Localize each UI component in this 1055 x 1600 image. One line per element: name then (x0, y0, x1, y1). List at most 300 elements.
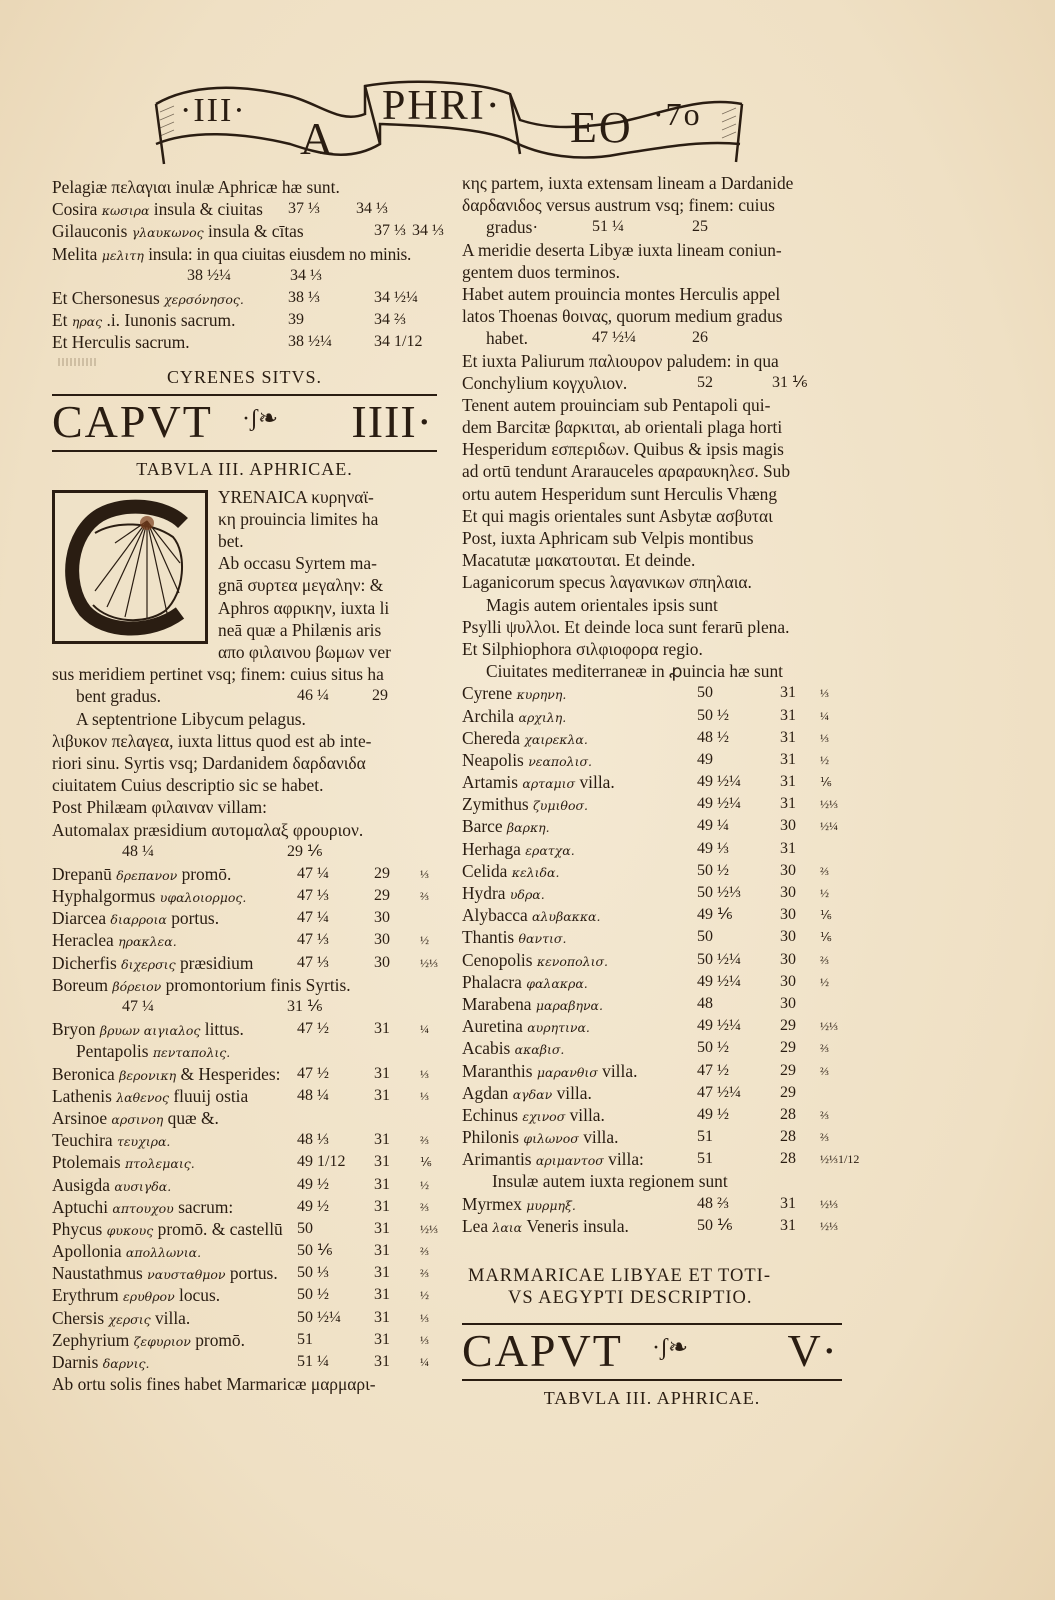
greek-name: κελιδα. (511, 864, 560, 880)
latitude: 30 (780, 817, 796, 835)
place-desc: locus. (179, 1285, 221, 1306)
latitude-fraction: ⅔ (820, 952, 829, 967)
longitude: 47 ¼ (297, 864, 329, 882)
place-name: Boreum (52, 974, 109, 995)
latitude: 31 (780, 706, 796, 724)
latitude: 31 (374, 1086, 390, 1104)
table-row (52, 929, 437, 951)
text-line (462, 327, 842, 349)
place-desc: præsidium (179, 952, 254, 973)
table-row (462, 1126, 842, 1148)
table-row (52, 907, 437, 929)
latitude: 34 ⅓ (356, 200, 388, 218)
latitude: 29 (374, 887, 390, 905)
text-line (462, 216, 842, 238)
greek-name: βερονικη (119, 1067, 177, 1083)
longitude: 50 ½ (697, 706, 729, 724)
table-row (52, 1040, 437, 1062)
latitude: 34 1/12 (374, 333, 423, 351)
greek-name: κωσιρα (101, 203, 150, 219)
text-line: απο φιλαινου βωμων ver (218, 642, 391, 663)
place-desc: promō. (195, 1329, 245, 1350)
latitude-fraction: ⅔ (820, 1107, 829, 1122)
latitude-fraction: ⅓ (820, 686, 829, 701)
greek-name: αυσιγδα. (114, 1178, 172, 1194)
latitude-fraction: ⅔ (820, 1130, 829, 1145)
table-row (52, 1218, 437, 1240)
longitude: 47 ¼ (297, 909, 329, 927)
latitude: 26 (692, 329, 708, 347)
greek-name: μαραβηνα. (535, 997, 603, 1013)
latitude: 31 (374, 1131, 390, 1149)
latitude: 31 (374, 1175, 390, 1193)
text-line: Ab occasu Syrtem ma- (218, 553, 377, 574)
place-name: Ptolemais (52, 1152, 121, 1173)
longitude: 49 1/12 (297, 1153, 346, 1171)
place-name: Zymithus (462, 794, 529, 815)
latitude: 30 (780, 950, 796, 968)
table-row (52, 1174, 437, 1196)
greek-name: αυρητινα. (527, 1020, 590, 1036)
place-name: Arimantis (462, 1149, 532, 1170)
latitude-fraction: ½ (420, 1177, 429, 1192)
chapter-heading (52, 394, 437, 452)
table-row (52, 1085, 437, 1107)
longitude: 51 ¼ (297, 1353, 329, 1371)
table-row (52, 287, 437, 309)
latitude-fraction: ⅙ (420, 1155, 432, 1170)
text-line (462, 372, 842, 394)
latitude: 30 (780, 861, 796, 879)
table-row (462, 1193, 842, 1215)
greek-name: φυκους (106, 1222, 154, 1238)
place-name: Pentapolis (76, 1041, 149, 1062)
longitude: 49 ½¼ (697, 795, 741, 813)
place-desc: insula & ciuitas (153, 199, 263, 220)
place-name: Alybacca (462, 905, 528, 926)
table-row (52, 1284, 437, 1306)
place-name: Melita (52, 243, 98, 264)
text-line (462, 194, 842, 216)
text-line (462, 616, 842, 638)
place-desc: & Hesperides: (180, 1063, 281, 1084)
latitude: 31 (374, 1308, 390, 1326)
text-content: δαρδανιδος versus austrum vsq; finem: cuius (462, 195, 775, 216)
text-line: Aphros αφρικην, iuxta li (218, 597, 390, 618)
place-name: Et Herculis sacrum. (52, 332, 190, 353)
longitude: 50 (697, 684, 713, 702)
latitude: 31 (780, 839, 796, 857)
latitude: 31 (780, 773, 796, 791)
chapter-heading (462, 1323, 842, 1381)
caput-word: CAPVT (52, 395, 213, 447)
table-row (52, 974, 437, 996)
greek-name: λαθενος (116, 1089, 169, 1105)
fleuron-icon: ·ʃ❧ (242, 405, 279, 432)
greek-name: αριμαντοσ (535, 1153, 604, 1169)
text-content: dem Barcitæ βαρκιται, ab orientali plaga horti (462, 417, 783, 438)
greek-name: ζεφυριον (133, 1333, 191, 1349)
place-desc: portus. (229, 1263, 278, 1284)
text-line (52, 663, 437, 685)
place-name: Auretina (462, 1016, 523, 1037)
longitude: 49 ½¼ (697, 1017, 741, 1035)
greek-name: αρταμισ (522, 776, 576, 792)
table-row (462, 971, 842, 993)
greek-name: βαρκη. (506, 820, 550, 836)
latitude: 31 (374, 1020, 390, 1038)
table-row (462, 1060, 842, 1082)
latitude: 31 (374, 1353, 390, 1371)
longitude: 49 ½ (697, 1105, 729, 1123)
greek-name: ακαβισ. (514, 1042, 565, 1058)
latitude-fraction: ½⅓ (820, 797, 838, 812)
table-row (52, 1329, 437, 1351)
text-line (52, 796, 437, 818)
longitude: 48 ¼ (122, 842, 154, 860)
place-name: Heraclea (52, 930, 114, 951)
text-line (52, 819, 437, 841)
greek-name: δρεπανον (116, 867, 178, 883)
text-line (462, 394, 842, 416)
table-row (462, 838, 842, 860)
latitude-fraction: ½⅓1/12 (820, 1152, 860, 1167)
text-content: Magis autem orientales ipsis sunt (486, 594, 718, 615)
latitude: 31 (780, 750, 796, 768)
longitude: 49 (697, 750, 713, 768)
greek-name: νεαπολισ. (528, 753, 593, 769)
longitude: 50 ⅙ (297, 1242, 333, 1260)
table-row (52, 309, 437, 331)
place-name: Apollonia (52, 1241, 122, 1262)
greek-name: ηρας (71, 314, 103, 330)
latitude-fraction: ½⅓ (820, 1196, 838, 1211)
place-name: Chersis (52, 1307, 105, 1328)
table-row (462, 904, 842, 926)
place-desc: promō. (181, 863, 232, 884)
text-content: ortu autem Hesperidum sunt Herculis Vhæng (462, 483, 778, 504)
greek-name: κυρηνη. (516, 687, 567, 703)
latitude: 31 (374, 1219, 390, 1237)
longitude: 47 ¼ (122, 998, 154, 1016)
latitude-fraction: ⅓ (420, 1310, 429, 1325)
greek-name: αρσινοη (111, 1111, 164, 1127)
text-line (52, 752, 437, 774)
latitude: 29 (780, 1061, 796, 1079)
greek-name: αρχιλη. (518, 709, 567, 725)
latitude-fraction: ½ (420, 1288, 429, 1303)
section-title: CYRENES SITVS. (166, 366, 323, 387)
text-line (462, 594, 842, 616)
place-name: Thantis (462, 927, 515, 948)
latitude-fraction: ⅔ (420, 1244, 429, 1259)
place-name: Darnis (52, 1352, 99, 1373)
table-row (462, 860, 842, 882)
text-line (462, 172, 842, 194)
place-name: Cenopolis (462, 949, 533, 970)
place-name: Myrmex (462, 1193, 522, 1214)
greek-name: ερυθρον (123, 1289, 175, 1305)
table-row (52, 1063, 437, 1085)
place-desc: insula & cītas (208, 221, 304, 242)
greek-name: χερσόνησος. (164, 291, 244, 307)
table-row (52, 1262, 437, 1284)
text-content: Habet autem prouincia montes Herculis appel (462, 283, 781, 304)
header-banner (150, 74, 750, 166)
latitude: 30 (780, 972, 796, 990)
place-name: Herhaga (462, 838, 521, 859)
longitude: 38 ½¼ (187, 266, 231, 284)
longitude: 50 ½¼ (697, 950, 741, 968)
text-content: Ciuitates mediterraneæ in ꝓuincia hæ sunt (486, 661, 783, 682)
latitude: 31 (374, 1197, 390, 1215)
latitude: 30 (780, 884, 796, 901)
text-content: Macatutæ μακατουται. Et deinde. (462, 550, 696, 571)
latitude-fraction: ½⅓ (420, 955, 438, 970)
latitude: 29 (780, 1083, 796, 1101)
greek-name: γλαυκωνος (131, 225, 204, 241)
text-line (462, 283, 842, 305)
latitude: 31 (374, 1264, 390, 1282)
table-row (52, 1107, 437, 1129)
text-content: habet. (486, 328, 529, 349)
text-line (52, 708, 437, 730)
text-line (52, 841, 437, 863)
place-name: Diarcea (52, 908, 107, 929)
place-desc: littus. (204, 1019, 244, 1040)
text-line (462, 261, 842, 283)
latitude-fraction: ⅙ (820, 775, 832, 790)
left-column (52, 176, 444, 1395)
table-row (52, 1240, 437, 1262)
greek-name: αλυβακκα. (532, 909, 601, 925)
greek-name: βόρειον (112, 978, 162, 994)
greek-name: ερατχα. (525, 842, 575, 858)
banner-segment: PHRI· (382, 83, 502, 129)
longitude: 49 ⅓ (697, 839, 729, 857)
longitude: 49 ¼ (697, 817, 729, 835)
latitude: 30 (780, 928, 796, 946)
latitude-fraction: ⅓ (820, 730, 829, 745)
table-row (52, 331, 437, 353)
place-desc: sacrum: (178, 1196, 234, 1217)
latitude-fraction: ½¼ (820, 819, 838, 834)
longitude: 37 ⅓ (288, 200, 320, 218)
intro-line: Pelagiæ πελαγιαι inulæ Aphricæ hæ sunt. (52, 177, 340, 197)
section-title-2: VS AEGYPTI DESCRIPTIO. (508, 1288, 753, 1308)
greek-name: μαρανθισ (536, 1064, 598, 1080)
text-line: neā quæ a Philænis aris (218, 619, 382, 640)
table-row (52, 198, 437, 220)
latitude: 30 (780, 906, 796, 924)
place-name: Zephyrium (52, 1329, 130, 1350)
longitude: 50 (297, 1219, 313, 1237)
table-row (462, 749, 842, 771)
text-line: YRENAICA κυρηναϊ- (218, 486, 374, 507)
place-name: Ausigda (52, 1174, 110, 1195)
latitude-fraction: ⅓ (420, 866, 429, 881)
place-name: Lathenis (52, 1085, 112, 1106)
place-name: Arsinoe (52, 1107, 108, 1128)
text-content: sus meridiem pertinet vsq; finem: cuius situs ha (52, 664, 384, 685)
longitude: 49 ½¼ (697, 773, 741, 791)
text-content: riori sinu. Syrtis vsq; Dardanidem δαρδανιδα (52, 752, 366, 773)
text-line (52, 774, 437, 796)
greek-name: ηρακλεα. (118, 934, 177, 950)
text-content: Hesperidum εσπεριδων. Quibus & ipsis magis (462, 439, 784, 460)
latitude-fraction: ⅔ (420, 1133, 429, 1148)
latitude: 31 (374, 1153, 390, 1171)
latitude: 31 ⅙ (287, 998, 323, 1016)
table-row (462, 1015, 842, 1037)
place-desc: villa. (602, 1060, 638, 1081)
longitude: 47 ⅓ (297, 931, 329, 949)
longitude: 37 ⅓ (374, 222, 406, 240)
banner-segment: EO (570, 103, 633, 152)
table-row (52, 1307, 437, 1329)
longitude: 50 ½ (297, 1286, 329, 1304)
place-name: Chereda (462, 727, 520, 748)
greek-name: πενταπολις. (152, 1045, 231, 1061)
chapter-number: IIII· (351, 395, 433, 447)
latitude: 29 (780, 1039, 796, 1057)
place-desc: villa. (556, 1082, 592, 1103)
place-name: Hyphalgormus (52, 886, 156, 907)
place-name: Et Chersonesus (52, 287, 160, 308)
longitude: 50 ½ (697, 1039, 729, 1057)
folio-number: ·7o (653, 96, 702, 132)
latitude: 34 ⅓ (412, 222, 444, 240)
longitude: 50 ⅓ (297, 1264, 329, 1282)
greek-name: διχερσις (121, 956, 176, 972)
latitude: 31 (374, 1330, 390, 1348)
longitude: 48 ⅔ (697, 1194, 729, 1212)
text-content: Conchylium κογχυλιον. (462, 372, 628, 393)
place-desc: insula: in qua ciuitas eiusdem no minis. (148, 243, 412, 264)
longitude: 50 ½¼ (297, 1308, 341, 1326)
table-row (52, 1196, 437, 1218)
place-name: Hydra (462, 883, 506, 903)
place-name: Acabis (462, 1038, 511, 1059)
text-content: Tenent autem prouinciam sub Pentapoli qui- (462, 394, 771, 415)
longitude: 47 ⅓ (297, 887, 329, 905)
text-line (462, 549, 842, 571)
text-content: Psylli ψυλλοι. Et deinde loca sunt ferarū plena. (462, 616, 790, 637)
place-name: Celida (462, 860, 508, 881)
latitude-fraction: ⅓ (420, 1332, 429, 1347)
latitude-fraction: ½⅓ (420, 1221, 438, 1236)
latitude-fraction: ⅔ (820, 1063, 829, 1078)
latitude-fraction: ⅙ (820, 930, 832, 945)
latitude: 34 ⅓ (290, 266, 322, 284)
place-name: Dicherfis (52, 952, 117, 973)
text-content: Post, iuxta Aphricam sub Velpis montibus (462, 528, 754, 548)
longitude: 52 (697, 373, 713, 391)
longitude: 48 ¼ (297, 1086, 329, 1104)
greek-name: λαια (492, 1219, 523, 1235)
latitude: 31 (374, 1286, 390, 1304)
table-row (462, 793, 842, 815)
latitude: 28 (780, 1128, 796, 1146)
closing-line: Ab ortu solis fines habet Marmaricæ μαρμαρι- (52, 1374, 376, 1395)
text-content: Post Philæam φιλαιναν villam: (52, 797, 267, 818)
greek-name: διαρροια (110, 912, 167, 928)
place-desc: fluuij ostia (173, 1085, 249, 1106)
place-name: Drepanū (52, 863, 112, 884)
text-content: Automalax præsidium αυτομαλαξ φρουριον. (52, 819, 364, 840)
latitude: 30 (374, 909, 390, 927)
latitude-fraction: ¼ (820, 708, 829, 723)
latitude-fraction: ⅔ (420, 1266, 429, 1281)
table-row (462, 1082, 842, 1104)
banner-segment: A (300, 113, 336, 164)
latitude-fraction: ⅔ (820, 863, 829, 878)
longitude: 47 ⅓ (297, 953, 329, 971)
greek-name: εχινοσ (522, 1108, 566, 1124)
greek-name: απολλωνια. (125, 1245, 202, 1261)
place-name: Cyrene (462, 683, 513, 704)
place-name: Barce (462, 816, 503, 837)
greek-name: ναυσταθμον (147, 1267, 226, 1283)
text-line (52, 685, 437, 707)
table-row (462, 1104, 842, 1126)
latitude: 34 ½¼ (374, 288, 418, 306)
text-line (462, 350, 842, 372)
longitude: 50 (697, 928, 713, 946)
place-desc: .i. Iunonis sacrum. (106, 310, 236, 331)
text-line: gnā συρτεα μεγαλην: & (218, 575, 384, 596)
caput-word: CAPVT (462, 1325, 623, 1376)
table-row (52, 265, 437, 287)
longitude: 50 ½⅓ (697, 884, 741, 901)
table-row (52, 996, 437, 1018)
latitude: 29 (780, 1017, 796, 1035)
place-name: Lea (462, 1215, 489, 1236)
place-name: Artamis (462, 772, 519, 793)
place-desc: quæ &. (167, 1107, 219, 1128)
latitude: 31 (374, 1064, 390, 1082)
latitude-fraction: ½⅓ (820, 1218, 838, 1233)
islands-intro: Insulæ autem iuxta regionem sunt (492, 1171, 728, 1192)
longitude: 38 ⅓ (288, 288, 320, 306)
place-desc: promontorium finis Syrtis. (165, 974, 351, 995)
latitude-fraction: ⅓ (420, 1066, 429, 1081)
latitude: 34 ⅔ (374, 311, 406, 329)
longitude: 49 ⅙ (697, 906, 733, 924)
banner-segment: ·III· (180, 92, 247, 129)
longitude: 50 ⅙ (697, 1216, 733, 1234)
text-line (462, 660, 842, 682)
tabula-heading: TABVLA III. APHRICAE. (136, 458, 353, 479)
text-content: κης partem, iuxta extensam lineam a Dardanide (462, 173, 794, 193)
greek-name: κενοπολισ. (536, 953, 608, 969)
longitude: 49 ½¼ (697, 972, 741, 990)
place-name: Phycus (52, 1218, 103, 1239)
table-row (52, 952, 437, 974)
latitude: 30 (374, 931, 390, 949)
text-content: Laganicorum specus λαγανικων σπηλαια. (462, 572, 752, 593)
text-content: latos Thoenas θοινας, quorum medium gradus (462, 306, 783, 327)
place-desc: villa. (569, 1104, 605, 1125)
text-content: Et iuxta Paliurum παλιουρον paludem: in qua (462, 350, 779, 371)
text-line (462, 638, 842, 660)
text-line (52, 730, 437, 752)
place-name: Erythrum (52, 1285, 119, 1306)
table-row (52, 1129, 437, 1151)
text-line: bet. (218, 531, 244, 552)
latitude: 31 ⅙ (772, 373, 808, 391)
place-name: Archila (462, 705, 515, 726)
